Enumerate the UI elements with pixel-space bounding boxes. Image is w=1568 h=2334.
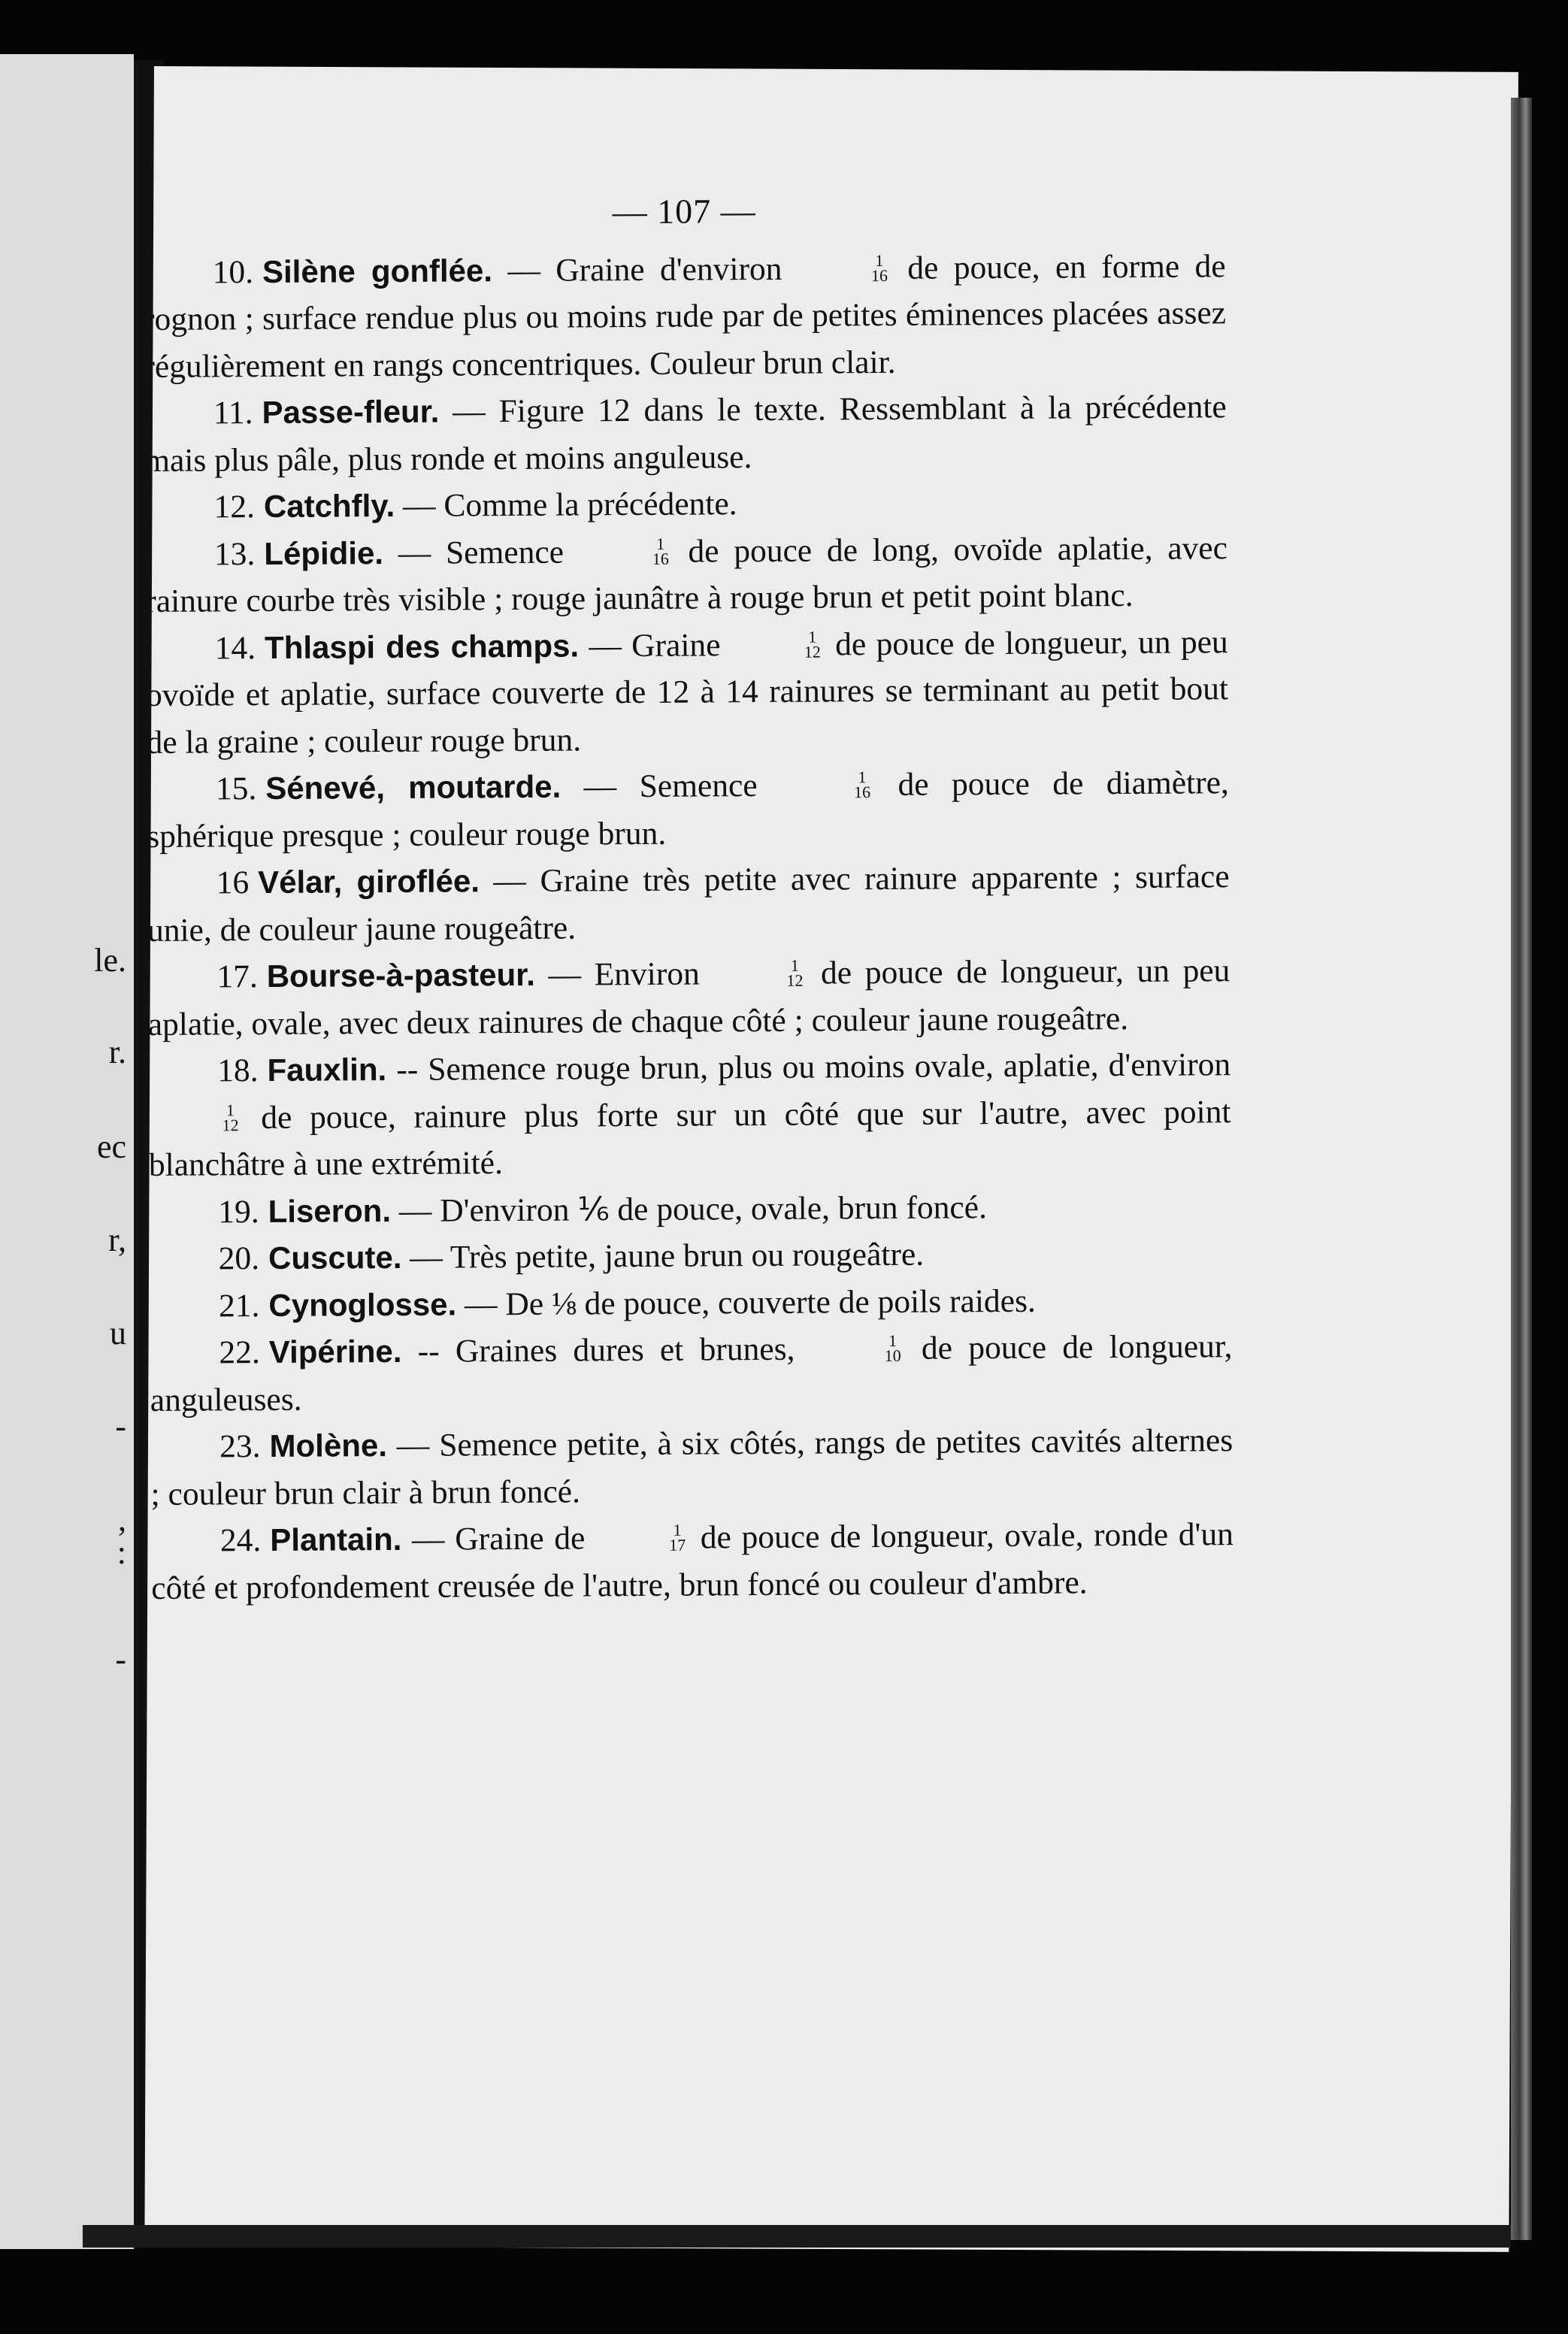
entry-term: Lépidie.: [264, 534, 384, 571]
fraction: [153, 1100, 239, 1134]
seed-description-list: [143, 243, 1234, 1612]
seed-entry: [148, 1041, 1231, 1188]
entry-text: de pouce, rainure plus forte sur un côté que sur l'autre, avec point blanchâtre à une extrémité.: [148, 1093, 1231, 1183]
entry-number: 19.: [218, 1193, 259, 1230]
entry-term: Cuscute.: [268, 1239, 402, 1276]
left-page-fragment: ec: [96, 1128, 126, 1165]
fraction-numerator: 1: [858, 767, 867, 787]
entry-term: Silène gonflée.: [262, 252, 493, 289]
seed-entry: [143, 243, 1226, 390]
entry-text: — Graine: [578, 626, 731, 664]
entry-term: Vipérine.: [268, 1333, 402, 1370]
fraction-denominator: 12: [222, 1115, 239, 1134]
left-page-fragment: r.: [108, 1034, 126, 1070]
seed-entry: [147, 853, 1230, 954]
fraction-denominator: 16: [870, 265, 888, 285]
fraction-numerator: 1: [888, 1330, 898, 1350]
entry-text: — Semence petite, à six côtés, rangs de petites cavités alternes ; couleur brun clair à brun foncé.: [150, 1422, 1234, 1512]
seed-entry: [146, 619, 1229, 766]
entry-text: de pouce de longueur, anguleuses.: [150, 1328, 1233, 1418]
fraction: [600, 1520, 686, 1554]
seed-entry: [144, 477, 1227, 531]
fraction-denominator: 12: [804, 642, 821, 661]
fraction: [735, 629, 821, 660]
fraction-numerator: 1: [808, 627, 817, 646]
entry-number: 14.: [214, 629, 256, 666]
fraction-numerator: 1: [226, 1100, 235, 1119]
seed-entry: [144, 383, 1227, 484]
page-bottom-edge: [83, 2225, 1511, 2248]
entry-term: Thlaspi des champs.: [264, 627, 580, 665]
entry-text: de pouce, en forme de rognon ; surface rendue plus ou moins rude par de petites éminences placées assez régulièrement en rangs concentriques. Couleur brun clair.: [143, 247, 1227, 385]
left-page-fragment: u: [110, 1315, 126, 1352]
seed-entry: [145, 525, 1228, 625]
seed-entry: [150, 1417, 1234, 1518]
entry-text: de pouce de diamètre, sphérique presque ; couleur rouge brun.: [147, 764, 1229, 855]
entry-text: — Très petite, jaune brun ou rougeâtre.: [401, 1236, 925, 1276]
entry-text: -- Graines dures et brunes,: [401, 1330, 811, 1370]
entry-text: — De ⅛ de pouce, couverte de poils raides.: [456, 1282, 1036, 1322]
entry-text: — Figure 12 dans le texte. Ressemblant à la précédente mais plus pâle, plus ronde et moins anguleuse.: [144, 389, 1227, 479]
fraction: [785, 767, 871, 802]
page-edge: [1511, 98, 1532, 2240]
seed-entry: [150, 1323, 1233, 1424]
page-number: — 107 —: [612, 192, 756, 232]
entry-number: 10.: [212, 253, 254, 290]
entry-text: de pouce de longueur, ovale, ronde d'un côté et profondement creusée de l'autre, brun foncé ou couleur d'ambre.: [151, 1516, 1234, 1606]
seed-entry: [149, 1182, 1231, 1236]
entry-text: de pouce de longueur, un peu aplatie, ovale, avec deux rainures de chaque côté ; couleur jaune rougeâtre.: [147, 952, 1230, 1043]
entry-number: 24.: [219, 1522, 262, 1559]
seed-entry: [147, 759, 1230, 860]
seed-entry: [149, 1229, 1231, 1282]
entry-term: Plantain.: [270, 1521, 402, 1558]
fraction: [816, 1330, 901, 1366]
entry-text: — Graine de: [401, 1520, 596, 1558]
entry-term: Passe-fleur.: [262, 393, 440, 431]
entry-text: — Environ: [534, 955, 713, 993]
fraction-numerator: 1: [875, 250, 884, 270]
entry-term: Bourse-à-pasteur.: [266, 956, 535, 994]
seed-entry: [151, 1511, 1234, 1612]
fraction-denominator: 10: [884, 1346, 901, 1366]
entry-text: -- Semence rouge brun, plus ou moins ovale, aplatie, d'environ: [386, 1046, 1231, 1088]
entry-term: Liseron.: [268, 1192, 392, 1229]
entry-term: Fauxlin.: [267, 1052, 387, 1088]
entry-text: de pouce de longueur, un peu ovoïde et aplatie, surface couverte de 12 à 14 rainures se terminant au petit bout de la graine ; couleur rouge brun.: [145, 623, 1229, 761]
entry-number: 16: [216, 864, 250, 901]
entry-number: 13.: [213, 535, 256, 572]
left-page-fragment: -: [115, 1408, 126, 1445]
entry-text: — Comme la précédente.: [395, 486, 737, 524]
left-facing-page: [0, 54, 134, 2249]
fraction: [802, 250, 888, 285]
entry-text: de pouce de long, ovoïde aplatie, avec rainure courbe très visible ; rouge jaunâtre à rouge brun et petit point blanc.: [145, 529, 1228, 619]
fraction-denominator: 16: [854, 783, 871, 802]
entry-number: 22.: [219, 1334, 260, 1371]
fraction-denominator: 12: [786, 970, 804, 990]
entry-number: 17.: [216, 958, 258, 995]
entry-term: Vélar, giroflée.: [257, 863, 480, 901]
entry-number: 15.: [215, 770, 257, 807]
left-page-fragment: -: [115, 1641, 126, 1678]
entry-text: — Graine d'environ: [492, 250, 798, 289]
entry-term: Molène.: [269, 1427, 388, 1464]
left-page-fragment: r,: [108, 1221, 126, 1258]
fraction-denominator: 16: [652, 549, 669, 568]
entry-text: — Graine très petite avec rainure apparente ; surface unie, de couleur jaune rougeâtre.: [147, 858, 1230, 949]
entry-number: 23.: [219, 1428, 261, 1465]
fraction-numerator: 1: [790, 955, 799, 975]
left-page-fragment: ,: [118, 1501, 126, 1538]
left-page-fragment: :: [117, 1534, 126, 1571]
entry-number: 20.: [218, 1240, 260, 1277]
fraction-numerator: 1: [656, 534, 665, 553]
entry-text: — D'environ ⅙ de pouce, ovale, brun foncé.: [390, 1188, 988, 1229]
fraction-denominator: 17: [669, 1535, 686, 1554]
entry-number: 12.: [213, 489, 256, 525]
entry-term: Cynoglosse.: [268, 1285, 457, 1323]
page-content: [143, 185, 1234, 1612]
seed-entry: [147, 947, 1230, 1048]
seed-entry: [150, 1276, 1232, 1330]
fraction: [717, 955, 804, 990]
entry-text: — Semence: [383, 533, 579, 571]
fraction: [583, 536, 669, 567]
entry-number: 11.: [213, 395, 253, 431]
entry-term: Sénevé, moutarde.: [265, 768, 562, 807]
entry-number: 18.: [216, 1052, 259, 1089]
fraction-numerator: 1: [673, 1520, 682, 1539]
left-page-fragment: le.: [94, 942, 126, 979]
entry-number: 21.: [218, 1287, 260, 1324]
entry-text: — Semence: [561, 767, 781, 805]
entry-term: Catchfly.: [263, 487, 395, 525]
